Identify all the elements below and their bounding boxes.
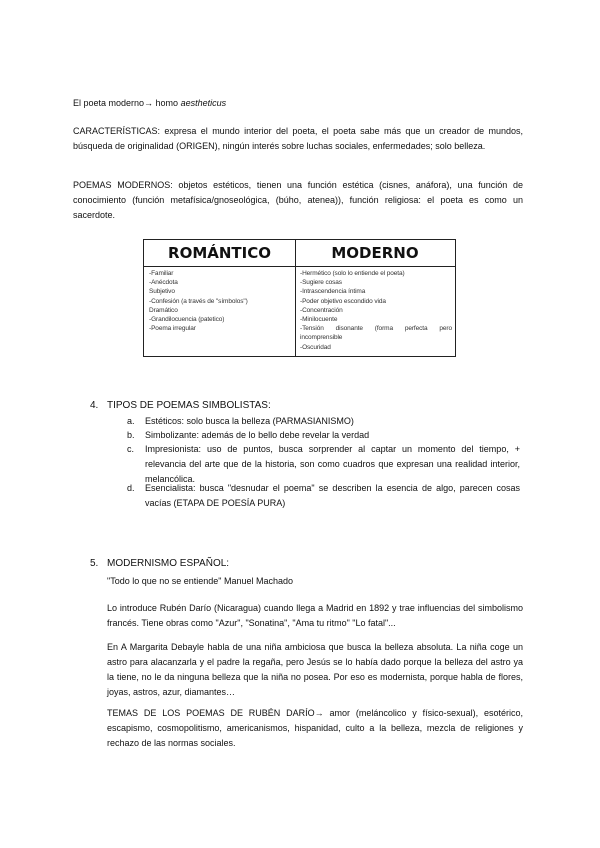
list-item: -Poema irregular [149,325,196,333]
machado-quote: "Todo lo que no se entiende" Manuel Machado [107,576,294,586]
section-5-title: MODERNISMO ESPAÑOL: [107,558,230,569]
list-item-text: Esencialista: busca "desnudar el poema" se describen la esencia de algo, parecen cosas vacías (ETAPA DE POESÍA PURA) [145,483,520,508]
section-5-number: 5. [90,558,99,569]
list-item: Dramático [149,306,178,314]
list-marker: d. [127,483,135,493]
list-item: -Sugiere cosas [300,279,342,287]
list-item: -Oscuridad [300,343,331,351]
list-item: -Poder objetivo escondido vida [300,297,386,305]
list-item: -Grandilocuencia (patetico) [149,316,225,324]
romantico-column [149,269,291,356]
list-marker: a. [127,416,135,426]
list-item: -Tensión disonante (forma perfecta pero incomprensible [300,325,452,342]
list-item-text: Estéticos: solo busca la belleza (PARMASIANISMO) [145,416,354,426]
intro-title-text: El poeta moderno→ homo [73,98,181,108]
list-item: Subjetivo [149,288,175,296]
moderno-column [300,269,452,356]
table-header-romantico: ROMÁNTICO [144,240,295,267]
list-item: -Confesión (a través de "símbolos") [149,297,248,305]
list-item: -Concentración [300,306,343,314]
list-item: -Anécdota [149,279,178,287]
section-4-title: TIPOS DE POEMAS SIMBOLISTAS: [107,400,271,411]
intro-title [73,96,523,111]
intro-title-italic: aestheticus [180,98,227,108]
section-4-number: 4. [90,400,99,411]
section-5-paragraph-3: TEMAS DE LOS POEMAS DE RUBÉN DARÍO→ amor (meláncolico y físico-sexual), esotérico, escapismo, cosmopolitismo, americanismos, hispanidad, culto a la belleza, mezcla de religiones y rechazo de las normas sociales. [107,708,523,748]
list-item: -Intrascendencia íntima [300,288,366,296]
comparison-table [143,239,456,357]
section-5-paragraph-2: En A Margarita Debayle habla de una niña ambiciosa que busca la belleza absoluta. La niña coge un astro para alacanzarla y el padre la regaña, pero Jesús se lo había dado porque la belleza del astro ya la tiene, no le da ninguna belleza que la niña no posea. Por eso es modernista, porque habla de flores, joyas, astros, azur, diamantes… [107,642,523,697]
list-item: -Minilocuente [300,316,338,324]
list-marker: b. [127,430,135,440]
list-item: -Familiar [149,270,174,277]
list-item-text: Simbolizante: además de lo bello debe revelar la verdad [145,430,370,440]
table-header-moderno: MODERNO [295,240,455,267]
section-5-paragraph-1: Lo introduce Rubén Darío (Nicaragua) cuando llega a Madrid en 1892 y trae influencias del simbolismo francés. Tiene obras como "Azur", "Sonatina", "Ama tu ritmo" "Lo fatal"... [107,603,523,628]
list-marker: c. [127,444,135,454]
table-divider [295,240,296,356]
caracteristicas-paragraph: CARACTERÍSTICAS: expresa el mundo interior del poeta, el poeta sabe más que un creador de mundos, búsqueda de originalidad (ORIGEN), ningún interés sobre luchas sociales, enfermedades; solo belleza. [73,126,523,151]
list-item-text: Impresionista: uso de puntos, busca sorprender al captar un momento del tiempo, + relevancia del arte que de la historia, son como cuadros que expresan una realidad interior, melancólica. [145,444,520,484]
poemas-modernos-paragraph: POEMAS MODERNOS: objetos estéticos, tienen una función estética (cisnes, anáfora), una función de conocimiento (función metafísica/gnoseológica, (búho, atenea)), función religiosa: el poeta es como un sacerdote. [73,180,523,220]
list-item: -Hermético (solo lo entiende el poeta) [300,270,405,277]
